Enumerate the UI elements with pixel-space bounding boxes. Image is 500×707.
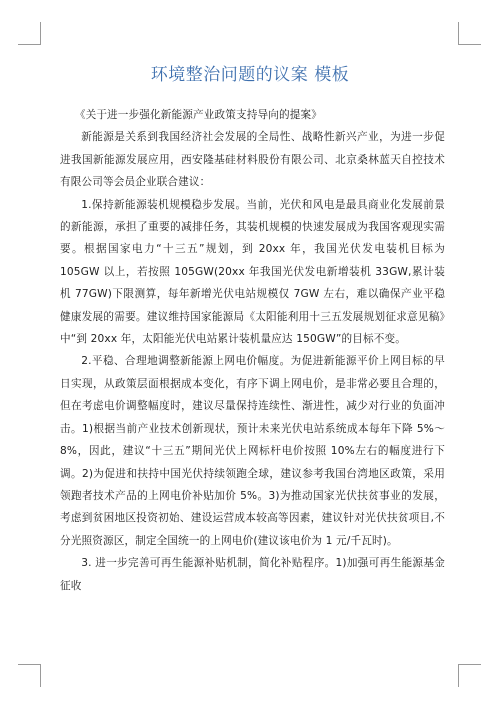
paragraph-item-1: 1.保持新能源装机规模稳步发展。当前，光伏和风电是最具商业化发展前景的新能源，承担了重要的减排任务，其装机规模的快速发展成为我国客观现实需要。根据国家电力“十三五”规划，到 20xx 年，我国光伏发电装机目标为 105GW 以上，若按照 105GW(20xx 年我国光伏发电新增装机 33GW,累计装机 77GW)下限测算，每年新增光伏电站规模仅 7GW 左右，难以确保产业平稳健康发展的需要。建议维持国家能源局《太阳能利用十三五发展规划征求意见稿》中“到 20xx 年，太阳能光伏电站累计装机量应达 150GW”的目标不变。 — [60, 198, 445, 346]
paragraph-intro: 新能源是关系到我国经济社会发展的全局性、战略性新兴产业，为进一步促进我国新能源发展应用，西安隆基硅材料股份有限公司、北京桑林蓝天自控技术有限公司等会员企业联合建议： — [60, 131, 445, 189]
document-body — [60, 104, 445, 597]
crop-mark-bottom-left — [18, 664, 41, 687]
paragraph-item-2: 2.平稳、合理地调整新能源上网电价幅度。为促进新能源平价上网目标的早日实现，从政策层面根据成本变化，有序下调上网电价，是非常必要且合理的，但在考虑电价调整幅度时，建议尽量保持连续性、渐进性，减少对行业的负面冲击。1)根据当前产业技术创新现状，预计未来光伏电站系统成本每年下降 5%～8%，因此，建议“十三五”期间光伏上网标杆电价按照 10%左右的幅度进行下调。2)为促进和扶持中国光伏持续领跑全球，建议参考我国台湾地区政策，采用领跑者技术产品的上网电价补贴加价 5%。3)为推动国家光伏扶贫事业的发展，考虑到贫困地区投资初始、建设运营成本较高等因素，建议针对光伏扶贫项目,不分光照资源区，制定全国统一的上网电价(建议该电价为 1 元/千瓦时)。 — [60, 355, 445, 547]
crop-mark-top-left — [18, 22, 41, 45]
document-title: 环境整治问题的议案 模板 — [150, 65, 350, 85]
document-subtitle: 《关于进一步强化新能源产业政策支持导向的提案》 — [74, 109, 322, 121]
crop-mark-bottom-right — [458, 664, 481, 687]
crop-mark-top-right — [458, 22, 481, 45]
paragraph-item-3: 3. 进一步完善可再生能源补贴机制，简化补贴程序。1)加强可再生能源基金征收 — [60, 557, 445, 592]
